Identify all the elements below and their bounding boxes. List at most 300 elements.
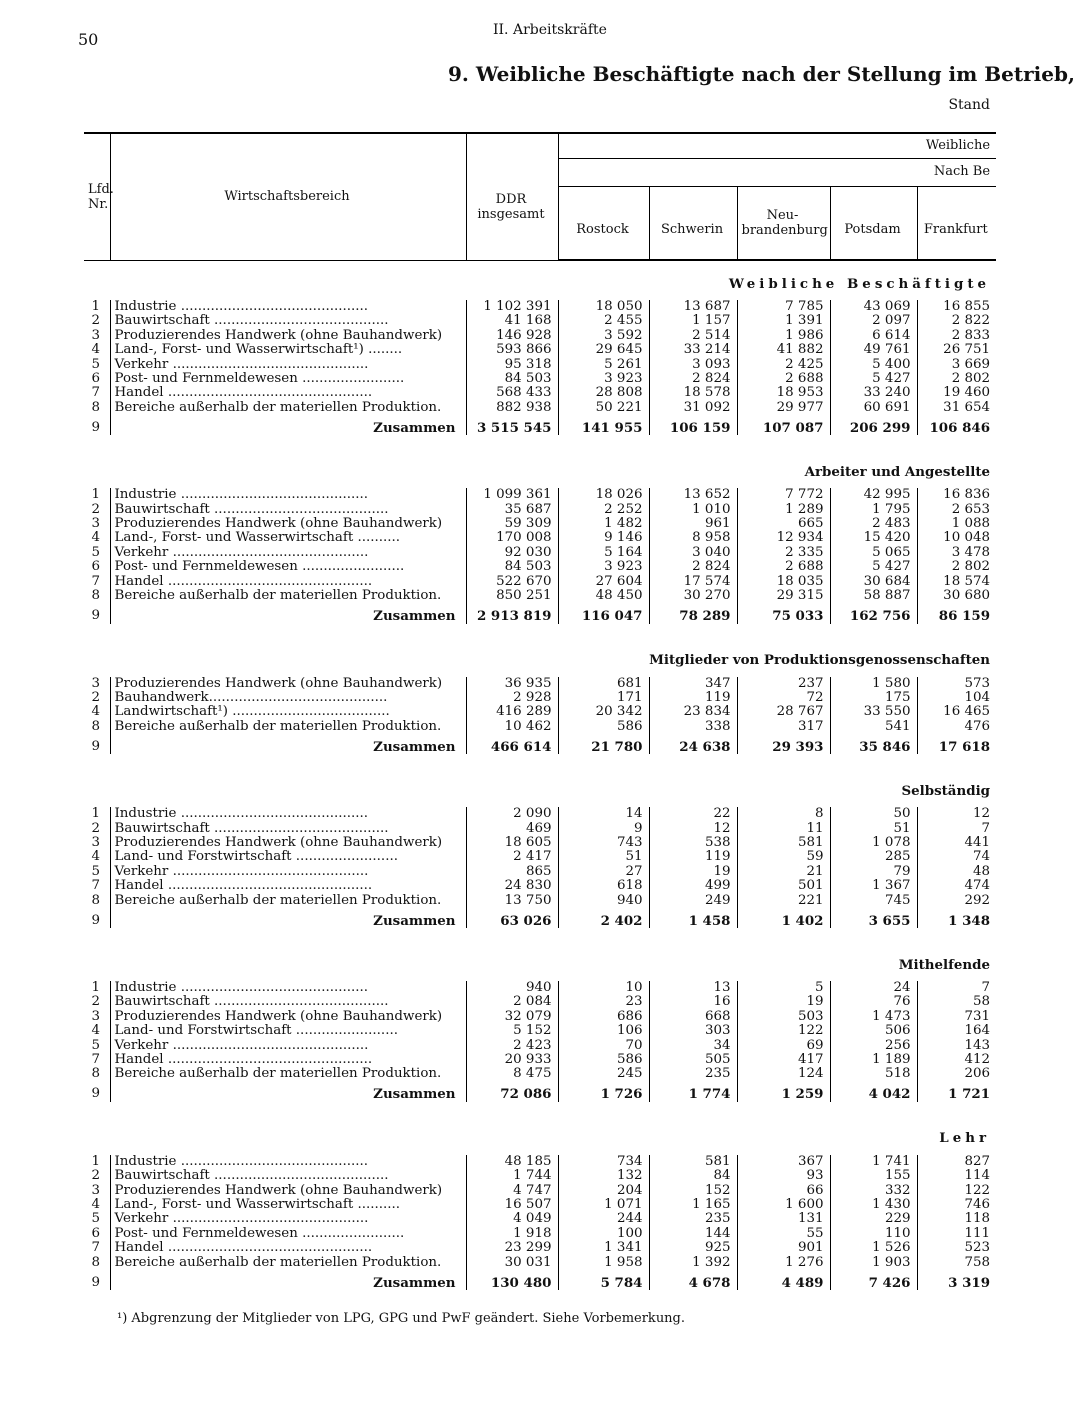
value-cell: 84 503: [466, 560, 558, 574]
row-label: Industrie ............................................: [110, 1155, 466, 1169]
value-cell: 14: [558, 807, 649, 821]
value-cell: 31 092: [649, 401, 737, 415]
value-cell: 2 483: [830, 517, 917, 531]
value-cell: 1 367: [830, 879, 917, 893]
table-row: [84, 488, 996, 502]
value-cell: 2 802: [917, 372, 996, 386]
row-number: 5: [91, 356, 101, 372]
value-cell: 5 261: [558, 358, 649, 372]
section-title: Weibliche Beschäftigte: [728, 275, 991, 292]
table-row: [84, 503, 996, 517]
total-value: 106 846: [917, 415, 996, 435]
total-number: 9: [91, 738, 101, 754]
table-row: [84, 865, 996, 879]
value-cell: 347: [649, 677, 737, 691]
value-cell: 1 744: [466, 1169, 558, 1183]
row-label: Handel ................................................: [110, 1241, 466, 1255]
row-number: 3: [91, 1008, 101, 1024]
row-label: Bereiche außerhalb der materiellen Produktion.: [110, 1256, 466, 1270]
value-cell: 940: [466, 981, 558, 995]
row-label: Bereiche außerhalb der materiellen Produktion.: [110, 720, 466, 734]
table-row: [84, 517, 996, 531]
value-cell: 1 341: [558, 1241, 649, 1255]
value-cell: 10 462: [466, 720, 558, 734]
row-number: 2: [91, 820, 101, 836]
table-row: [84, 677, 996, 691]
value-cell: 245: [558, 1067, 649, 1081]
value-cell: 499: [649, 879, 737, 893]
value-cell: 292: [917, 894, 996, 908]
value-cell: 11: [737, 822, 830, 836]
row-number: 4: [91, 704, 101, 720]
value-cell: 2 097: [830, 314, 917, 328]
value-cell: 686: [558, 1010, 649, 1024]
row-label: Bereiche außerhalb der materiellen Produktion.: [110, 401, 466, 415]
value-cell: 18 026: [558, 488, 649, 502]
value-cell: 33 240: [830, 386, 917, 400]
value-cell: 20 342: [558, 705, 649, 719]
value-cell: 1 392: [649, 1256, 737, 1270]
table-row: [84, 822, 996, 836]
row-label: Handel ................................................: [110, 1053, 466, 1067]
table-row: [84, 386, 996, 400]
value-cell: 30 684: [830, 575, 917, 589]
total-number: 9: [91, 1086, 101, 1102]
row-label: Post- und Fernmeldewesen ........................: [110, 560, 466, 574]
value-cell: 33 214: [649, 343, 737, 357]
value-cell: 24 830: [466, 879, 558, 893]
total-value: 72 086: [466, 1082, 558, 1102]
page-number: 50: [78, 30, 99, 49]
total-value: 4 042: [830, 1082, 917, 1102]
row-label: Bauwirtschaft .........................................: [110, 1169, 466, 1183]
total-value: 86 159: [917, 604, 996, 624]
table-header: [84, 133, 996, 260]
value-cell: 144: [649, 1227, 737, 1241]
total-label: Zusammen: [110, 734, 466, 754]
value-cell: 48: [917, 865, 996, 879]
value-cell: 29 977: [737, 401, 830, 415]
row-number: 7: [91, 878, 101, 894]
table-title: 9. Weibliche Beschäftigte nach der Stellung im Betrieb,: [448, 62, 1075, 86]
value-cell: 2 802: [917, 560, 996, 574]
value-cell: 106: [558, 1024, 649, 1038]
value-cell: 237: [737, 677, 830, 691]
footnote: ¹) Abgrenzung der Mitglieder von LPG, GPG und PwF geändert. Siehe Vorbemerkung.: [117, 1311, 686, 1326]
value-cell: 51: [830, 822, 917, 836]
header-ddr-insgesamt: DDR insgesamt: [466, 133, 558, 260]
value-cell: 13: [649, 981, 737, 995]
row-number: 1: [91, 1153, 101, 1169]
value-cell: 175: [830, 691, 917, 705]
value-cell: 9 146: [558, 531, 649, 545]
value-cell: 244: [558, 1212, 649, 1226]
row-number: 3: [91, 1182, 101, 1198]
value-cell: 3 093: [649, 358, 737, 372]
value-cell: 850 251: [466, 589, 558, 603]
total-value: 1 402: [737, 908, 830, 928]
table-row: [84, 1256, 996, 1270]
total-label: Zusammen: [110, 1270, 466, 1290]
value-cell: 568 433: [466, 386, 558, 400]
value-cell: 3 923: [558, 560, 649, 574]
row-label: Handel ................................................: [110, 879, 466, 893]
value-cell: 618: [558, 879, 649, 893]
total-value: 5 784: [558, 1270, 649, 1290]
table-row: [84, 1067, 996, 1081]
value-cell: 132: [558, 1169, 649, 1183]
value-cell: 2 252: [558, 503, 649, 517]
value-cell: 2 688: [737, 560, 830, 574]
section-title: Mitglieder von Produktionsgenossenschaften: [649, 652, 991, 669]
row-label: Bauwirtschaft .........................................: [110, 503, 466, 517]
value-cell: 1 526: [830, 1241, 917, 1255]
value-cell: 59: [737, 850, 830, 864]
value-cell: 7 785: [737, 300, 830, 314]
row-label: Bauhandwerk..........................................: [110, 691, 466, 705]
row-number: 7: [91, 1240, 101, 1256]
row-number: 2: [91, 994, 101, 1010]
value-cell: 2 653: [917, 503, 996, 517]
value-cell: 18 578: [649, 386, 737, 400]
value-cell: 58: [917, 995, 996, 1009]
value-cell: 84: [649, 1169, 737, 1183]
value-cell: 2 417: [466, 850, 558, 864]
row-label: Bauwirtschaft .........................................: [110, 995, 466, 1009]
row-label: Land-, Forst- und Wasserwirtschaft¹) ........: [110, 343, 466, 357]
row-number: 4: [91, 342, 101, 358]
table-row: [84, 879, 996, 893]
table-row: [84, 531, 996, 545]
value-cell: 1 102 391: [466, 300, 558, 314]
value-cell: 13 750: [466, 894, 558, 908]
value-cell: 1 157: [649, 314, 737, 328]
row-number: 1: [91, 487, 101, 503]
value-cell: 119: [649, 850, 737, 864]
value-cell: 93: [737, 1169, 830, 1183]
total-value: 1 348: [917, 908, 996, 928]
total-value: 466 614: [466, 734, 558, 754]
row-number: 4: [91, 849, 101, 865]
total-label: Zusammen: [110, 1082, 466, 1102]
value-cell: 8 958: [649, 531, 737, 545]
value-cell: 3 923: [558, 372, 649, 386]
row-number: 6: [91, 1225, 101, 1241]
header-rostock: Rostock: [558, 187, 649, 261]
table-row: [84, 836, 996, 850]
value-cell: 36 935: [466, 677, 558, 691]
value-cell: 5 427: [830, 560, 917, 574]
value-cell: 66: [737, 1184, 830, 1198]
row-label: Land-, Forst- und Wasserwirtschaft ..........: [110, 1198, 466, 1212]
header-nach-bezirken: Nach Be: [558, 159, 996, 187]
total-row: [84, 604, 996, 624]
value-cell: 72: [737, 691, 830, 705]
value-cell: 7 772: [737, 488, 830, 502]
value-cell: 3 040: [649, 546, 737, 560]
row-number: 8: [91, 1254, 101, 1270]
value-cell: 7: [917, 981, 996, 995]
value-cell: 18 953: [737, 386, 830, 400]
table-row: [84, 850, 996, 864]
value-cell: 229: [830, 1212, 917, 1226]
total-value: 2 402: [558, 908, 649, 928]
value-cell: 34: [649, 1039, 737, 1053]
header-weibliche: Weibliche: [558, 133, 996, 159]
row-label: Bauwirtschaft .........................................: [110, 822, 466, 836]
value-cell: 593 866: [466, 343, 558, 357]
table-row: [84, 329, 996, 343]
row-label: Post- und Fernmeldewesen ........................: [110, 372, 466, 386]
value-cell: 17 574: [649, 575, 737, 589]
value-cell: 541: [830, 720, 917, 734]
value-cell: 26 751: [917, 343, 996, 357]
value-cell: 518: [830, 1067, 917, 1081]
value-cell: 2 084: [466, 995, 558, 1009]
value-cell: 114: [917, 1169, 996, 1183]
value-cell: 441: [917, 836, 996, 850]
value-cell: 30 270: [649, 589, 737, 603]
value-cell: 1 580: [830, 677, 917, 691]
value-cell: 865: [466, 865, 558, 879]
value-cell: 122: [737, 1024, 830, 1038]
row-label: Verkehr ..............................................: [110, 865, 466, 879]
value-cell: 746: [917, 1198, 996, 1212]
value-cell: 20 933: [466, 1053, 558, 1067]
value-cell: 42 995: [830, 488, 917, 502]
row-label: Produzierendes Handwerk (ohne Bauhandwerk): [110, 517, 466, 531]
value-cell: 285: [830, 850, 917, 864]
value-cell: 5 152: [466, 1024, 558, 1038]
value-cell: 23: [558, 995, 649, 1009]
row-number: 4: [91, 1197, 101, 1213]
value-cell: 1 078: [830, 836, 917, 850]
value-cell: 367: [737, 1155, 830, 1169]
value-cell: 743: [558, 836, 649, 850]
row-number: 2: [91, 689, 101, 705]
value-cell: 19: [737, 995, 830, 1009]
value-cell: 16 836: [917, 488, 996, 502]
value-cell: 8: [737, 807, 830, 821]
table-row: [84, 575, 996, 589]
value-cell: 538: [649, 836, 737, 850]
section-title: Lehr: [939, 1130, 991, 1147]
table-row: [84, 691, 996, 705]
row-number: 7: [91, 385, 101, 401]
row-label: Bereiche außerhalb der materiellen Produktion.: [110, 1067, 466, 1081]
row-label: Produzierendes Handwerk (ohne Bauhandwerk): [110, 836, 466, 850]
value-cell: 55: [737, 1227, 830, 1241]
value-cell: 3 592: [558, 329, 649, 343]
value-cell: 734: [558, 1155, 649, 1169]
row-label: Bauwirtschaft .........................................: [110, 314, 466, 328]
row-number: 6: [91, 371, 101, 387]
value-cell: 10: [558, 981, 649, 995]
row-number: 1: [91, 979, 101, 995]
value-cell: 2 455: [558, 314, 649, 328]
value-cell: 523: [917, 1241, 996, 1255]
value-cell: 1 071: [558, 1198, 649, 1212]
value-cell: 13 652: [649, 488, 737, 502]
table-row: [84, 995, 996, 1009]
value-cell: 476: [917, 720, 996, 734]
value-cell: 7: [917, 822, 996, 836]
value-cell: 2 425: [737, 358, 830, 372]
total-value: 206 299: [830, 415, 917, 435]
total-value: 1 774: [649, 1082, 737, 1102]
section-heading-row: [84, 768, 996, 801]
value-cell: 827: [917, 1155, 996, 1169]
value-cell: 1 482: [558, 517, 649, 531]
value-cell: 60 691: [830, 401, 917, 415]
row-label: Handel ................................................: [110, 386, 466, 400]
total-value: 116 047: [558, 604, 649, 624]
value-cell: 1 473: [830, 1010, 917, 1024]
value-cell: 16: [649, 995, 737, 1009]
value-cell: 1 276: [737, 1256, 830, 1270]
total-number: 9: [91, 608, 101, 624]
value-cell: 221: [737, 894, 830, 908]
value-cell: 1 088: [917, 517, 996, 531]
value-cell: 303: [649, 1024, 737, 1038]
table-row: [84, 314, 996, 328]
header-frankfurt: Frankfurt: [917, 187, 996, 261]
row-number: 7: [91, 573, 101, 589]
value-cell: 84 503: [466, 372, 558, 386]
value-cell: 338: [649, 720, 737, 734]
value-cell: 5: [737, 981, 830, 995]
total-value: 1 259: [737, 1082, 830, 1102]
row-number: 4: [91, 530, 101, 546]
value-cell: 2 824: [649, 372, 737, 386]
value-cell: 586: [558, 720, 649, 734]
row-label: Handel ................................................: [110, 575, 466, 589]
value-cell: 27: [558, 865, 649, 879]
value-cell: 501: [737, 879, 830, 893]
value-cell: 758: [917, 1256, 996, 1270]
value-cell: 5 164: [558, 546, 649, 560]
row-label: Produzierendes Handwerk (ohne Bauhandwerk): [110, 677, 466, 691]
value-cell: 58 887: [830, 589, 917, 603]
table-row: [84, 1184, 996, 1198]
value-cell: 961: [649, 517, 737, 531]
value-cell: 69: [737, 1039, 830, 1053]
table-row: [84, 589, 996, 603]
value-cell: 171: [558, 691, 649, 705]
row-label: Industrie ............................................: [110, 488, 466, 502]
value-cell: 49 761: [830, 343, 917, 357]
value-cell: 2 514: [649, 329, 737, 343]
value-cell: 5 400: [830, 358, 917, 372]
table-row: [84, 894, 996, 908]
value-cell: 1 903: [830, 1256, 917, 1270]
table-row: [84, 1169, 996, 1183]
row-label: Bereiche außerhalb der materiellen Produktion.: [110, 589, 466, 603]
table-row: [84, 1241, 996, 1255]
value-cell: 30 680: [917, 589, 996, 603]
value-cell: 124: [737, 1067, 830, 1081]
row-number: 4: [91, 1023, 101, 1039]
total-number: 9: [91, 912, 101, 928]
value-cell: 104: [917, 691, 996, 705]
header-neubrandenburg: Neu-brandenburg: [737, 187, 830, 261]
table-body: [84, 260, 996, 1290]
value-cell: 249: [649, 894, 737, 908]
value-cell: 9: [558, 822, 649, 836]
value-cell: 2 688: [737, 372, 830, 386]
value-cell: 505: [649, 1053, 737, 1067]
header-potsdam: Potsdam: [830, 187, 917, 261]
total-row: [84, 908, 996, 928]
table-row: [84, 401, 996, 415]
value-cell: 33 550: [830, 705, 917, 719]
row-number: 8: [91, 1066, 101, 1082]
value-cell: 24: [830, 981, 917, 995]
row-number: 7: [91, 1052, 101, 1067]
row-number: 3: [91, 516, 101, 532]
value-cell: 27 604: [558, 575, 649, 589]
value-cell: 665: [737, 517, 830, 531]
value-cell: 901: [737, 1241, 830, 1255]
value-cell: 10 048: [917, 531, 996, 545]
row-number: 3: [91, 327, 101, 343]
total-value: 7 426: [830, 1270, 917, 1290]
total-value: 130 480: [466, 1270, 558, 1290]
total-value: 75 033: [737, 604, 830, 624]
row-number: 8: [91, 718, 101, 734]
row-label: Industrie ............................................: [110, 981, 466, 995]
total-value: 1 721: [917, 1082, 996, 1102]
value-cell: 581: [649, 1155, 737, 1169]
row-label: Produzierendes Handwerk (ohne Bauhandwerk): [110, 1184, 466, 1198]
value-cell: 1 795: [830, 503, 917, 517]
value-cell: 416 289: [466, 705, 558, 719]
table-row: [84, 1155, 996, 1169]
value-cell: 1 165: [649, 1198, 737, 1212]
row-label: Land- und Forstwirtschaft ........................: [110, 850, 466, 864]
value-cell: 317: [737, 720, 830, 734]
total-value: 4 489: [737, 1270, 830, 1290]
value-cell: 43 069: [830, 300, 917, 314]
row-label: Verkehr ..............................................: [110, 358, 466, 372]
value-cell: 79: [830, 865, 917, 879]
value-cell: 95 318: [466, 358, 558, 372]
value-cell: 29 645: [558, 343, 649, 357]
total-value: 29 393: [737, 734, 830, 754]
table-row: [84, 1198, 996, 1212]
value-cell: 118: [917, 1212, 996, 1226]
value-cell: 15 420: [830, 531, 917, 545]
total-value: 162 756: [830, 604, 917, 624]
row-number: 2: [91, 1168, 101, 1184]
row-number: 1: [91, 299, 101, 314]
value-cell: 5 065: [830, 546, 917, 560]
row-number: 2: [91, 313, 101, 329]
value-cell: 940: [558, 894, 649, 908]
total-value: 35 846: [830, 734, 917, 754]
value-cell: 16 507: [466, 1198, 558, 1212]
value-cell: 21: [737, 865, 830, 879]
header-schwerin: Schwerin: [649, 187, 737, 261]
value-cell: 48 185: [466, 1155, 558, 1169]
total-number: 9: [91, 1274, 101, 1290]
value-cell: 235: [649, 1212, 737, 1226]
value-cell: 100: [558, 1227, 649, 1241]
total-value: 24 638: [649, 734, 737, 754]
value-cell: 32 079: [466, 1010, 558, 1024]
value-cell: 31 654: [917, 401, 996, 415]
value-cell: 2 928: [466, 691, 558, 705]
